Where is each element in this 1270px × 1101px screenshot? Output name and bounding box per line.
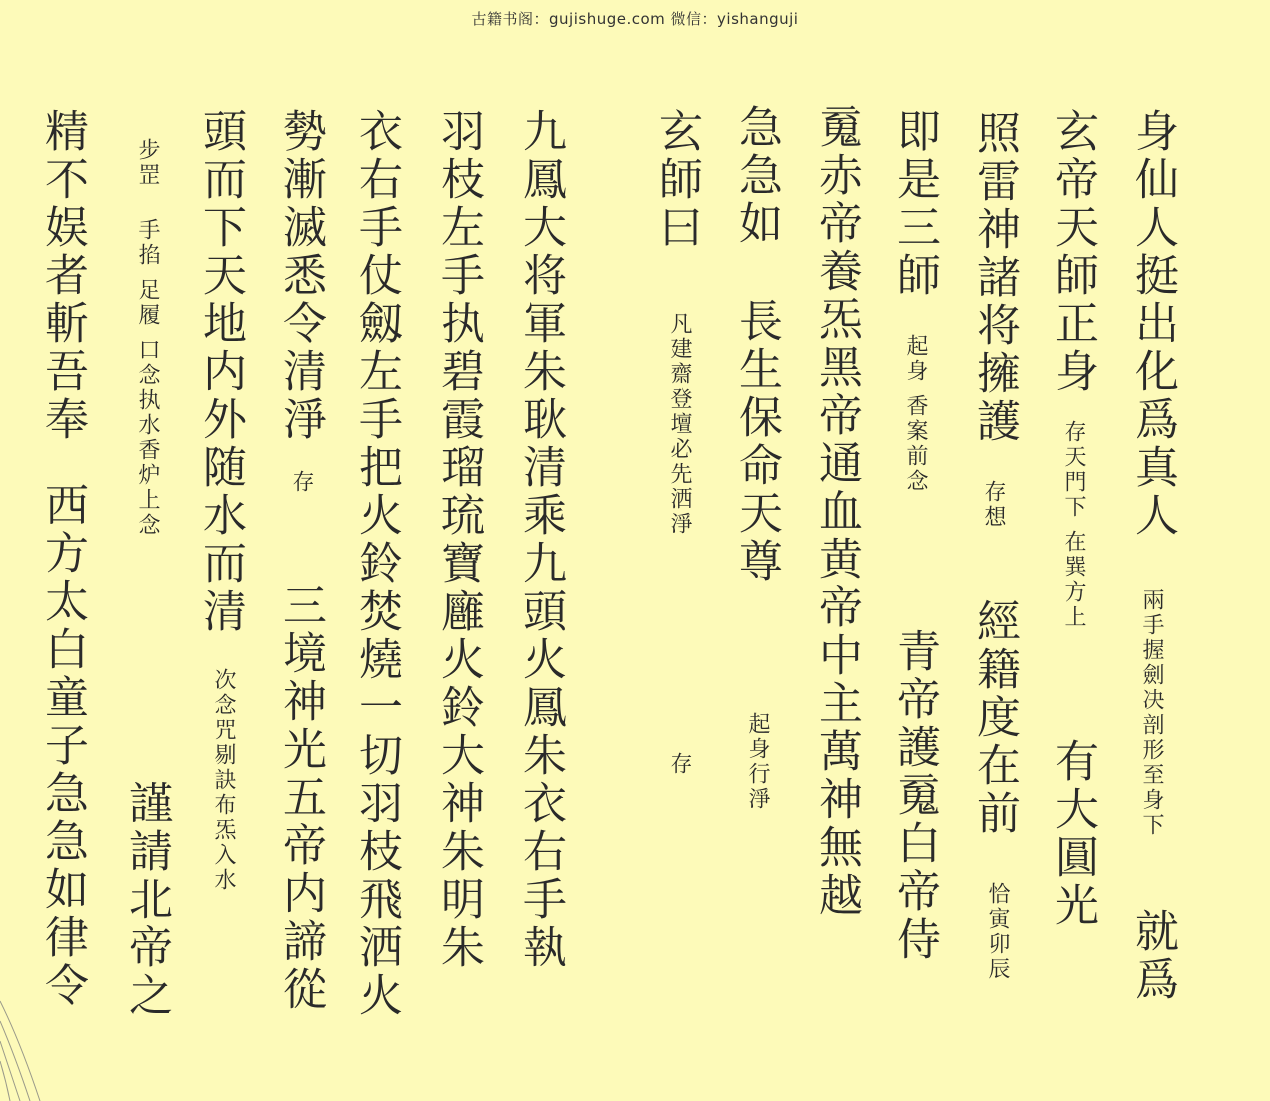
text-column-12: 頭而下天地内外随水而清: [195, 108, 246, 636]
text-column-13b: 謹請北帝之: [121, 780, 172, 1020]
annotation-column-1: 兩手握劍决剖形至身下: [1139, 588, 1164, 838]
text-column-2b: 有大圓光: [1047, 738, 1098, 930]
text-column-6b: 長生保命天尊: [731, 298, 782, 586]
text-column-11: 勢漸滅悉令清淨: [275, 108, 326, 444]
text-column-7: 玄師曰: [651, 108, 702, 252]
text-column-13: 步罡: [135, 138, 160, 188]
text-column-2: 玄帝天師正身: [1047, 108, 1098, 396]
annotation-column-13: 手掐 足履 口念执水香炉上念: [135, 218, 160, 538]
annotation-column-3b: 恰寅卯辰: [985, 882, 1010, 982]
annotation-column-7b: 存: [667, 752, 692, 777]
annotation-column-3: 存想: [981, 480, 1006, 530]
text-column-10: 衣右手仗劔左手把火鈴焚燒一切羽枝飛洒火: [351, 108, 402, 1020]
annotation-column-7: 凡建齋登壇必先洒淨: [667, 312, 692, 537]
text-column-14b: 西方太白童子急急如律令: [37, 482, 88, 1010]
text-column-14: 精不娱者斬吾奉: [37, 108, 88, 444]
annotation-column-4: 起身 香案前念: [903, 334, 928, 494]
scan-edge-marks: [0, 961, 60, 1101]
watermark: 古籍书阁：gujishuge.com 微信：yishanguji: [471, 10, 799, 28]
annotation-column-2: 存天門下 在巽方上: [1061, 420, 1086, 630]
text-column-6: 急急如: [731, 104, 782, 248]
annotation-column-6: 起身行淨: [745, 712, 770, 812]
annotation-column-11: 存: [289, 470, 314, 495]
text-column-11b: 三境神光五帝内諦從: [275, 582, 326, 1014]
text-column-9: 羽枝左手执碧霞瑠琉寶廱火鈴大神朱明朱: [433, 108, 484, 972]
text-column-3b: 經籍度在前: [969, 598, 1020, 838]
text-column-4b: 青帝護䰟白帝侍: [889, 628, 940, 964]
annotation-column-12: 次念咒剔訣布炁入水: [211, 668, 236, 893]
text-column-1: 身仙人挺出化爲真人: [1127, 108, 1178, 540]
text-column-1b: 就爲: [1127, 908, 1178, 1004]
text-column-4: 即是三師: [889, 108, 940, 300]
text-column-5: 䰟赤帝養炁黑帝通血黄帝中主萬神無越: [811, 104, 862, 920]
text-column-3: 照雷神諸将擁護: [969, 110, 1020, 446]
text-column-8: 九鳳大将軍朱耿清乘九頭火鳳朱衣右手執: [515, 108, 566, 972]
